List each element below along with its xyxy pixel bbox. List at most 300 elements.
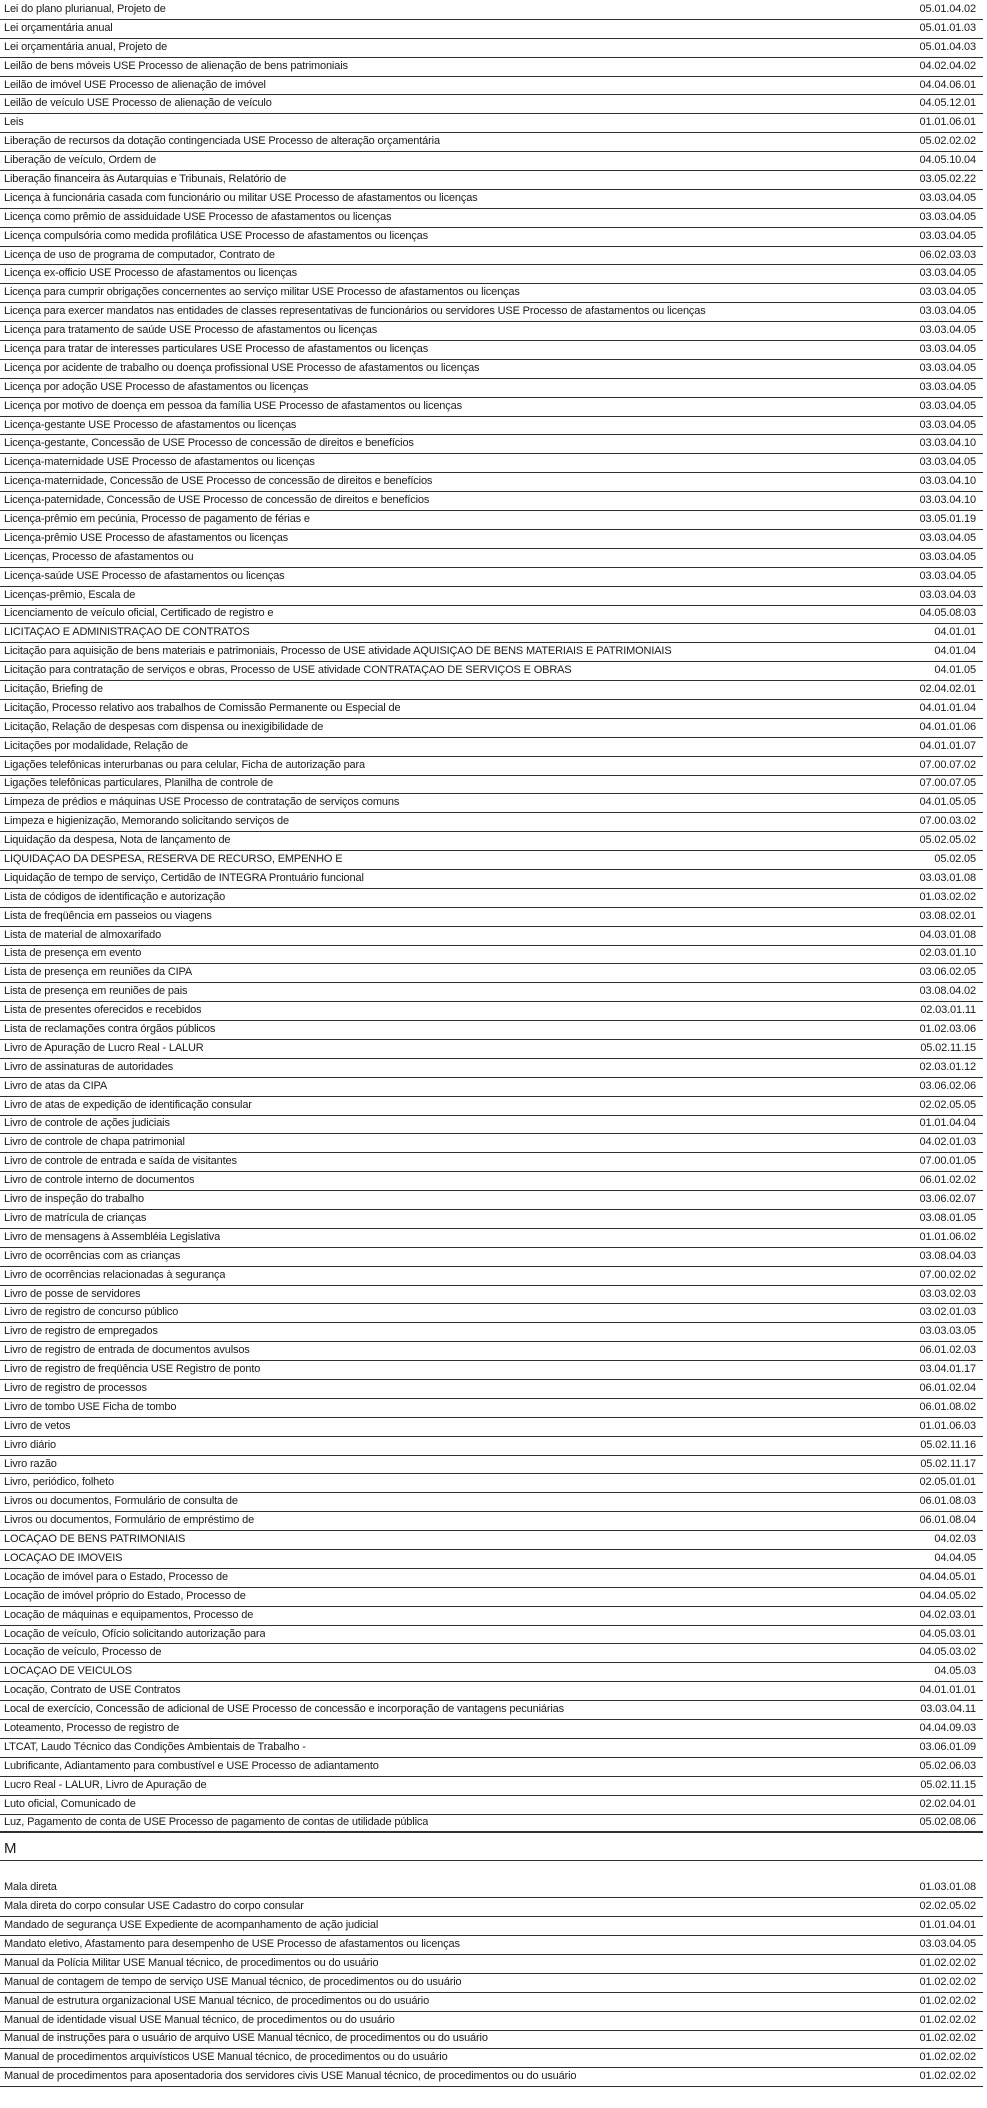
index-row bbox=[0, 228, 983, 247]
entry-term: Livro de assinaturas de autoridades bbox=[4, 1061, 174, 1073]
entry-code: 04.03.01.08 bbox=[919, 928, 976, 941]
entry-code: 04.01.05.05 bbox=[919, 796, 976, 809]
entry-code: 04.01.01 bbox=[934, 626, 976, 639]
index-row bbox=[0, 95, 983, 114]
index-row bbox=[0, 1172, 983, 1191]
entry-term: Lista de presença em evento bbox=[4, 948, 142, 960]
entry-term: Livro, periódico, folheto bbox=[4, 1477, 114, 1489]
entry-term: Lista de presentes oferecidos e recebidos bbox=[4, 1005, 202, 1017]
index-row bbox=[0, 1286, 983, 1305]
entry-term: Liberação de veículo, Ordem de bbox=[4, 155, 157, 167]
index-row bbox=[0, 1078, 983, 1097]
entry-term: Licença compulsória como medida profilática USE Processo de afastamentos ou licenças bbox=[4, 230, 428, 242]
entry-code: 03.06.01.09 bbox=[919, 1740, 976, 1753]
index-row bbox=[0, 1191, 983, 1210]
entry-code: 03.08.01.05 bbox=[919, 1211, 976, 1224]
entry-term: Livro de atas da CIPA bbox=[4, 1080, 108, 1092]
index-row bbox=[0, 1418, 983, 1437]
entry-term: Mandato eletivo, Afastamento para desempenho de USE Processo de afastamentos ou licenças bbox=[4, 1939, 460, 1950]
entry-code: 03.03.04.10 bbox=[919, 475, 976, 488]
entry-code: 04.04.05 bbox=[934, 1551, 976, 1564]
entry-code: 01.02.02.02 bbox=[919, 2032, 976, 2045]
index-row bbox=[0, 813, 983, 832]
entry-term: Livro de Apuração de Lucro Real - LALUR bbox=[4, 1042, 204, 1054]
entry-code: 06.01.02.04 bbox=[919, 1381, 976, 1394]
entry-code: 04.05.08.03 bbox=[919, 607, 976, 620]
entry-code: 03.03.04.05 bbox=[919, 324, 976, 337]
entry-code: 02.02.04.01 bbox=[919, 1797, 976, 1810]
index-row bbox=[0, 1974, 983, 1993]
entry-term: Licença-maternidade USE Processo de afastamentos ou licenças bbox=[4, 457, 315, 469]
entry-term: Licença para exercer mandatos nas entidades de classes representativas de funcionários ou servidores USE Processo de afastamentos ou licenças bbox=[4, 306, 706, 318]
entry-term: Licença ex-officio USE Processo de afastamentos ou licenças bbox=[4, 268, 297, 280]
entry-term: Livro de registro de processos bbox=[4, 1382, 147, 1394]
entry-term: Locação de imóvel para o Estado, Processo de bbox=[4, 1571, 228, 1583]
index-row bbox=[0, 39, 983, 58]
index-row bbox=[0, 832, 983, 851]
entry-code: 01.01.06.02 bbox=[919, 1230, 976, 1243]
entry-code: 01.01.04.04 bbox=[919, 1117, 976, 1130]
entry-code: 07.00.03.02 bbox=[919, 815, 976, 828]
entry-code: 03.03.04.11 bbox=[920, 1703, 976, 1716]
entry-term: Licença por acidente de trabalho ou doença profissional USE Processo de afastamentos ou licenças bbox=[4, 362, 480, 374]
entry-code: 03.06.02.07 bbox=[919, 1193, 976, 1206]
entry-term: Lei orçamentária anual bbox=[4, 22, 113, 34]
entry-term: Licença-prêmio em pecúnia, Processo de pagamento de férias e bbox=[4, 513, 310, 525]
entry-code: 07.00.02.02 bbox=[919, 1268, 976, 1281]
entry-term: Livro de posse de servidores bbox=[4, 1288, 141, 1300]
index-row bbox=[0, 1796, 983, 1815]
index-row bbox=[0, 1002, 983, 1021]
entry-code: 02.04.02.01 bbox=[919, 683, 976, 695]
entry-code: 02.05.01.01 bbox=[919, 1476, 976, 1489]
entry-term: Licença por adoção USE Processo de afastamentos ou licenças bbox=[4, 381, 309, 393]
entry-term: Liquidação da despesa, Nota de lançamento de bbox=[4, 835, 231, 847]
entry-code: 03.03.04.10 bbox=[919, 494, 976, 507]
entry-code: 04.02.03.01 bbox=[919, 1608, 976, 1621]
entry-code: 05.02.11.15 bbox=[920, 1041, 976, 1054]
index-row bbox=[0, 738, 983, 757]
entry-code: 05.02.05.02 bbox=[919, 834, 976, 847]
entry-term: Lei do plano plurianual, Projeto de bbox=[4, 3, 166, 15]
index-row bbox=[0, 1815, 983, 1834]
entry-term: Licenças, Processo de afastamentos ou bbox=[4, 551, 194, 563]
index-row bbox=[0, 568, 983, 587]
entry-code: 06.01.02.02 bbox=[919, 1174, 976, 1187]
index-row bbox=[0, 1399, 983, 1418]
entry-code: 06.01.08.03 bbox=[919, 1495, 976, 1508]
entry-code: 01.01.04.01 bbox=[919, 1919, 976, 1932]
entry-code: 05.02.05 bbox=[934, 853, 976, 866]
entry-term: Licitações por modalidade, Relação de bbox=[4, 740, 189, 752]
entry-code: 02.03.01.10 bbox=[919, 947, 976, 960]
entry-code: 03.05.01.19 bbox=[919, 512, 976, 525]
entry-code: 04.02.04.02 bbox=[919, 59, 976, 72]
entry-term: Livro de controle interno de documentos bbox=[4, 1175, 195, 1187]
entry-code: 01.01.06.01 bbox=[919, 116, 976, 129]
index-row bbox=[0, 1380, 983, 1399]
entry-code: 03.03.04.05 bbox=[919, 286, 976, 299]
entry-code: 06.01.08.02 bbox=[919, 1400, 976, 1413]
entry-term: Leilão de veículo USE Processo de alienação de veículo bbox=[4, 98, 272, 110]
entry-term: Manual de instruções para o usuário de arquivo USE Manual técnico, de procedimentos ou do usuário bbox=[4, 2033, 488, 2045]
entry-term: Mala direta bbox=[4, 1882, 57, 1894]
entry-term: Manual de estrutura organizacional USE Manual técnico, de procedimentos ou do usuário bbox=[4, 1995, 430, 2007]
index-row bbox=[0, 1456, 983, 1475]
entry-code: 03.03.04.05 bbox=[919, 267, 976, 280]
index-row bbox=[0, 643, 983, 662]
entry-term: Manual de contagem de tempo de serviço USE Manual técnico, de procedimentos ou do usuário bbox=[4, 1976, 462, 1988]
entry-term: LOCAÇÃO DE VEÍCULOS bbox=[4, 1666, 132, 1678]
entry-term: Licenças-prêmio, Escala de bbox=[4, 589, 136, 601]
entry-term: Locação de imóvel próprio do Estado, Processo de bbox=[4, 1590, 246, 1602]
entry-term: Lista de códigos de identificação e autorização bbox=[4, 891, 226, 903]
entry-code: 02.03.01.11 bbox=[920, 1004, 976, 1017]
entry-term: Livro de registro de concurso público bbox=[4, 1307, 179, 1319]
entry-term: Livro de ocorrências com as crianças bbox=[4, 1250, 181, 1262]
entry-code: 01.02.02.02 bbox=[919, 1975, 976, 1988]
entry-term: Manual de identidade visual USE Manual técnico, de procedimentos ou do usuário bbox=[4, 2014, 395, 2026]
entry-term: Livro de matrícula de crianças bbox=[4, 1212, 147, 1224]
index-section-m bbox=[0, 1879, 983, 2087]
index-row bbox=[0, 1229, 983, 1248]
entry-term: Locação de máquinas e equipamentos, Processo de bbox=[4, 1609, 254, 1621]
index-row bbox=[0, 1626, 983, 1645]
entry-code: 06.01.08.04 bbox=[919, 1514, 976, 1527]
entry-term: Licitação para contratação de serviços e obras, Processo de USE atividade CONTRATAÇÃO DE SERVIÇOS E OBRAS bbox=[4, 665, 572, 677]
entry-code: 02.02.05.02 bbox=[919, 1900, 976, 1913]
entry-term: Liquidação de tempo de serviço, Certidão de INTEGRA Prontuário funcional bbox=[4, 872, 364, 884]
index-row bbox=[0, 1663, 983, 1682]
index-row bbox=[0, 1323, 983, 1342]
entry-term: Luz, Pagamento de conta de USE Processo de pagamento de contas de utilidade pública bbox=[4, 1816, 429, 1828]
index-row bbox=[0, 681, 983, 700]
index-row bbox=[0, 889, 983, 908]
entry-term: Limpeza e higienização, Memorando solicitando serviços de bbox=[4, 816, 289, 828]
index-row bbox=[0, 152, 983, 171]
entry-term: Limpeza de prédios e máquinas USE Processo de contratação de serviços comuns bbox=[4, 797, 400, 809]
entry-code: 04.04.05.02 bbox=[919, 1589, 976, 1602]
entry-code: 04.01.05 bbox=[934, 664, 976, 677]
entry-code: 03.03.04.05 bbox=[919, 361, 976, 374]
entry-code: 05.01.01.03 bbox=[919, 21, 976, 34]
index-row bbox=[0, 927, 983, 946]
entry-term: Liberação de recursos da dotação contingenciada USE Processo de alteração orçamentária bbox=[4, 136, 440, 148]
entry-term: Licença para tratar de interesses particulares USE Processo de afastamentos ou licenças bbox=[4, 343, 429, 355]
entry-code: 05.02.06.03 bbox=[919, 1759, 976, 1772]
entry-term: Livro de inspeção do trabalho bbox=[4, 1194, 144, 1206]
entry-code: 03.03.04.05 bbox=[919, 1938, 976, 1950]
index-row bbox=[0, 1758, 983, 1777]
index-row bbox=[0, 2031, 983, 2050]
entry-term: Licença-maternidade, Concessão de USE Processo de concessão de direitos e benefícios bbox=[4, 476, 433, 488]
entry-term: Licença-gestante USE Processo de afastamentos ou licenças bbox=[4, 419, 297, 431]
entry-code: 03.03.03.05 bbox=[919, 1325, 976, 1338]
entry-code: 03.06.02.06 bbox=[919, 1079, 976, 1092]
entry-term: Ligações telefônicas interurbanas ou para celular, Ficha de autorização para bbox=[4, 759, 365, 771]
entry-code: 04.01.01.01 bbox=[919, 1684, 976, 1697]
entry-term: LOCAÇÃO DE BENS PATRIMONIAIS bbox=[4, 1534, 186, 1546]
entry-term: Licitação para aquisição de bens materiais e patrimoniais, Processo de USE atividade AQUISIÇÃO DE BENS MATERIAIS E PATRIMONIAIS bbox=[4, 646, 672, 658]
entry-term: Licença-saúde USE Processo de afastamentos ou licenças bbox=[4, 570, 285, 582]
entry-code: 03.03.04.05 bbox=[919, 418, 976, 431]
entry-code: 03.05.02.22 bbox=[919, 172, 976, 185]
entry-code: 05.02.11.15 bbox=[920, 1778, 976, 1791]
entry-code: 04.02.01.03 bbox=[919, 1136, 976, 1149]
entry-term: Licença para cumprir obrigações concernentes ao serviço militar USE Processo de afastamentos ou licenças bbox=[4, 287, 520, 299]
index-row bbox=[0, 360, 983, 379]
index-row bbox=[0, 1097, 983, 1116]
entry-code: 03.03.04.05 bbox=[919, 531, 976, 544]
entry-term: Lista de material de almoxarifado bbox=[4, 929, 162, 941]
entry-term: Licença por motivo de doença em pessoa da família USE Processo de afastamentos ou licenças bbox=[4, 400, 462, 412]
entry-code: 05.01.04.03 bbox=[919, 40, 976, 53]
entry-term: LTCAT, Laudo Técnico das Condições Ambientais de Trabalho - bbox=[4, 1741, 306, 1753]
entry-code: 01.01.06.03 bbox=[919, 1419, 976, 1432]
entry-term: Livro de vetos bbox=[4, 1420, 71, 1432]
index-row bbox=[0, 284, 983, 303]
entry-term: Livro de registro de freqüência USE Registro de ponto bbox=[4, 1364, 261, 1376]
entry-term: Lista de presença em reuniões da CIPA bbox=[4, 967, 193, 979]
entry-term: Luto oficial, Comunicado de bbox=[4, 1798, 136, 1810]
entry-code: 05.02.11.16 bbox=[920, 1438, 976, 1451]
entry-term: Locação de veículo, Processo de bbox=[4, 1647, 162, 1659]
index-row bbox=[0, 1493, 983, 1512]
entry-term: Lubrificante, Adiantamento para combustível e USE Processo de adiantamento bbox=[4, 1760, 379, 1772]
entry-code: 07.00.07.05 bbox=[919, 777, 976, 790]
entry-code: 05.02.11.17 bbox=[920, 1457, 976, 1470]
index-row bbox=[0, 1917, 983, 1936]
entry-term: Licença-gestante, Concessão de USE Processo de concessão de direitos e benefícios bbox=[4, 438, 414, 450]
index-row bbox=[0, 77, 983, 96]
entry-term: Licenciamento de veículo oficial, Certificado de registro e bbox=[4, 608, 274, 620]
entry-code: 01.02.02.02 bbox=[919, 2013, 976, 2026]
entry-code: 04.04.06.01 bbox=[919, 78, 976, 91]
index-row bbox=[0, 964, 983, 983]
entry-term: Manual da Polícia Militar USE Manual técnico, de procedimentos ou do usuário bbox=[4, 1957, 379, 1969]
entry-code: 01.03.01.08 bbox=[919, 1881, 976, 1894]
entry-term: Licença à funcionária casada com funcionário ou militar USE Processo de afastamentos ou licenças bbox=[4, 192, 478, 204]
index-row bbox=[0, 341, 983, 360]
entry-code: 04.01.01.06 bbox=[919, 720, 976, 733]
entry-code: 05.01.04.02 bbox=[919, 2, 976, 15]
entry-term: Livro de mensagens à Assembléia Legislativa bbox=[4, 1231, 221, 1243]
entry-term: Leilão de bens móveis USE Processo de alienação de bens patrimoniais bbox=[4, 60, 348, 72]
entry-code: 03.03.04.05 bbox=[919, 456, 976, 469]
entry-code: 01.02.02.02 bbox=[919, 1956, 976, 1969]
index-row bbox=[0, 171, 983, 190]
entry-term: Mandado de segurança USE Expediente de acompanhamento de ação judicial bbox=[4, 1920, 379, 1932]
entry-code: 04.04.09.03 bbox=[919, 1721, 976, 1734]
entry-code: 03.06.02.05 bbox=[919, 966, 976, 979]
entry-code: 03.03.04.05 bbox=[919, 191, 976, 204]
index-row bbox=[0, 247, 983, 266]
index-row bbox=[0, 1531, 983, 1550]
index-row bbox=[0, 908, 983, 927]
index-row bbox=[0, 776, 983, 795]
entry-code: 04.02.03 bbox=[934, 1533, 976, 1546]
index-row bbox=[0, 20, 983, 39]
index-row bbox=[0, 1, 983, 20]
entry-code: 03.04.01.17 bbox=[919, 1363, 976, 1376]
index-row bbox=[0, 1267, 983, 1286]
index-row bbox=[0, 2049, 983, 2068]
entry-code: 03.03.04.05 bbox=[919, 342, 976, 355]
index-row bbox=[0, 492, 983, 511]
entry-term: Livro de atas de expedição de identificação consular bbox=[4, 1099, 252, 1111]
entry-code: 03.03.04.10 bbox=[919, 437, 976, 450]
entry-code: 03.02.01.03 bbox=[919, 1306, 976, 1319]
index-row bbox=[0, 1437, 983, 1456]
index-row bbox=[0, 946, 983, 965]
section-letter: M bbox=[4, 1840, 17, 1858]
entry-code: 04.05.10.04 bbox=[919, 154, 976, 167]
entry-term: Lei orçamentária anual, Projeto de bbox=[4, 41, 168, 53]
index-row bbox=[0, 2012, 983, 2031]
entry-term: Lista de reclamações contra órgãos públicos bbox=[4, 1024, 216, 1036]
entry-term: Livro diário bbox=[4, 1439, 57, 1451]
entry-term: Ligações telefônicas particulares, Planilha de controle de bbox=[4, 778, 273, 790]
index-row bbox=[0, 133, 983, 152]
entry-term: LIQUIDAÇÃO DA DESPESA, RESERVA DE RECURSO, EMPENHO E bbox=[4, 854, 343, 866]
index-row bbox=[0, 114, 983, 133]
entry-term: Manual de procedimentos arquivísticos USE Manual técnico, de procedimentos ou do usuário bbox=[4, 2052, 448, 2064]
entry-code: 05.02.02.02 bbox=[919, 135, 976, 148]
entry-code: 04.05.03.01 bbox=[919, 1627, 976, 1640]
entry-term: Licença para tratamento de saúde USE Processo de afastamentos ou licenças bbox=[4, 325, 378, 337]
index-row bbox=[0, 454, 983, 473]
index-row bbox=[0, 1361, 983, 1380]
entry-code: 07.00.01.05 bbox=[919, 1155, 976, 1168]
index-row bbox=[0, 265, 983, 284]
entry-term: Manual de procedimentos para aposentadoria dos servidores civis USE Manual técnico, de procedimentos ou do usuário bbox=[4, 2071, 577, 2083]
index-row bbox=[0, 530, 983, 549]
index-row bbox=[0, 587, 983, 606]
entry-code: 03.08.02.01 bbox=[919, 909, 976, 922]
index-row bbox=[0, 1588, 983, 1607]
index-row bbox=[0, 1474, 983, 1493]
entry-code: 03.03.04.05 bbox=[919, 229, 976, 242]
index-row bbox=[0, 606, 983, 625]
index-row bbox=[0, 1153, 983, 1172]
index-row bbox=[0, 1955, 983, 1974]
entry-term: Lista de presença em reuniões de pais bbox=[4, 986, 188, 998]
entry-code: 07.00.07.02 bbox=[919, 758, 976, 771]
entry-term: Livro de tombo USE Ficha de tombo bbox=[4, 1401, 177, 1413]
index-row bbox=[0, 1682, 983, 1701]
entry-term: Mala direta do corpo consular USE Cadastro do corpo consular bbox=[4, 1901, 304, 1913]
index-row bbox=[0, 1993, 983, 2012]
index-row bbox=[0, 662, 983, 681]
index-row bbox=[0, 473, 983, 492]
index-row bbox=[0, 1644, 983, 1663]
index-row bbox=[0, 2068, 983, 2087]
index-row bbox=[0, 1059, 983, 1078]
entry-code: 03.03.04.05 bbox=[919, 305, 976, 318]
entry-code: 01.02.02.02 bbox=[919, 2070, 976, 2083]
entry-term: Licitação, Relação de despesas com dispensa ou inexigibilidade de bbox=[4, 721, 324, 733]
entry-term: Livro de registro de entrada de documentos avulsos bbox=[4, 1345, 250, 1357]
entry-term: Livro de registro de empregados bbox=[4, 1326, 158, 1338]
entry-code: 03.03.04.05 bbox=[919, 550, 976, 563]
index-row bbox=[0, 511, 983, 530]
index-row bbox=[0, 757, 983, 776]
entry-term: Loteamento, Processo de registro de bbox=[4, 1722, 180, 1734]
index-row bbox=[0, 1342, 983, 1361]
entry-code: 03.03.02.03 bbox=[919, 1287, 976, 1300]
entry-code: 02.03.01.12 bbox=[919, 1060, 976, 1073]
index-row bbox=[0, 700, 983, 719]
index-row bbox=[0, 870, 983, 889]
index-row bbox=[0, 1879, 983, 1898]
index-row bbox=[0, 1936, 983, 1955]
index-row bbox=[0, 1134, 983, 1153]
entry-code: 05.02.08.06 bbox=[919, 1815, 976, 1828]
entry-code: 04.01.01.07 bbox=[919, 739, 976, 752]
entry-term: Licitação, Briefing de bbox=[4, 684, 103, 695]
entry-term: Locação de veículo, Ofício solicitando autorização para bbox=[4, 1628, 266, 1640]
entry-code: 04.05.03.02 bbox=[919, 1646, 976, 1659]
entry-term: Livros ou documentos, Formulário de consulta de bbox=[4, 1496, 238, 1508]
entry-code: 03.03.04.05 bbox=[919, 380, 976, 393]
entry-term: Licença-prêmio USE Processo de afastamentos ou licenças bbox=[4, 532, 289, 544]
index-row bbox=[0, 435, 983, 454]
index-section-l bbox=[0, 1, 983, 1833]
index-row bbox=[0, 417, 983, 436]
entry-term: Local de exercício, Concessão de adicional de USE Processo de concessão e incorporação de vantagens pecuniárias bbox=[4, 1704, 564, 1716]
entry-code: 03.08.04.02 bbox=[919, 985, 976, 998]
section-gap bbox=[0, 1861, 983, 1879]
entry-code: 04.01.04 bbox=[934, 645, 976, 658]
entry-code: 04.04.05.01 bbox=[919, 1570, 976, 1583]
index-row bbox=[0, 1607, 983, 1626]
index-row bbox=[0, 1021, 983, 1040]
entry-code: 04.05.03 bbox=[934, 1665, 976, 1678]
index-row bbox=[0, 379, 983, 398]
index-row bbox=[0, 1777, 983, 1796]
entry-term: Livro razão bbox=[4, 1458, 57, 1470]
entry-code: 01.02.02.02 bbox=[919, 1994, 976, 2007]
entry-code: 03.03.04.05 bbox=[919, 399, 976, 412]
entry-term: LOCAÇÃO DE IMÓVEIS bbox=[4, 1552, 123, 1564]
entry-code: 03.03.04.05 bbox=[919, 569, 976, 582]
index-row bbox=[0, 624, 983, 643]
section-letter-header bbox=[0, 1833, 983, 1861]
entry-code: 03.03.04.05 bbox=[919, 210, 976, 223]
index-row bbox=[0, 1116, 983, 1135]
entry-code: 01.02.03.06 bbox=[919, 1023, 976, 1036]
entry-term: Leis bbox=[4, 117, 24, 129]
index-row bbox=[0, 1210, 983, 1229]
index-row bbox=[0, 398, 983, 417]
index-row bbox=[0, 1304, 983, 1323]
index-row bbox=[0, 209, 983, 228]
entry-term: Lucro Real - LALUR, Livro de Apuração de bbox=[4, 1779, 207, 1791]
entry-code: 06.02.03.03 bbox=[919, 248, 976, 261]
entry-term: Livro de controle de ações judiciais bbox=[4, 1118, 170, 1130]
index-row bbox=[0, 303, 983, 322]
entry-term: Livro de controle de chapa patrimonial bbox=[4, 1137, 185, 1149]
index-row bbox=[0, 1550, 983, 1569]
index-row bbox=[0, 1040, 983, 1059]
entry-code: 01.03.02.02 bbox=[919, 890, 976, 903]
entry-term: Licença-paternidade, Concessão de USE Processo de concessão de direitos e benefícios bbox=[4, 495, 430, 507]
entry-term: Liberação financeira às Autarquias e Tribunais, Relatório de bbox=[4, 173, 287, 185]
entry-term: Leilão de imóvel USE Processo de alienação de imóvel bbox=[4, 79, 266, 91]
entry-term: Licença como prêmio de assiduidade USE Processo de afastamentos ou licenças bbox=[4, 211, 392, 223]
entry-code: 01.02.02.02 bbox=[919, 2051, 976, 2064]
entry-code: 04.01.01.04 bbox=[919, 701, 976, 714]
